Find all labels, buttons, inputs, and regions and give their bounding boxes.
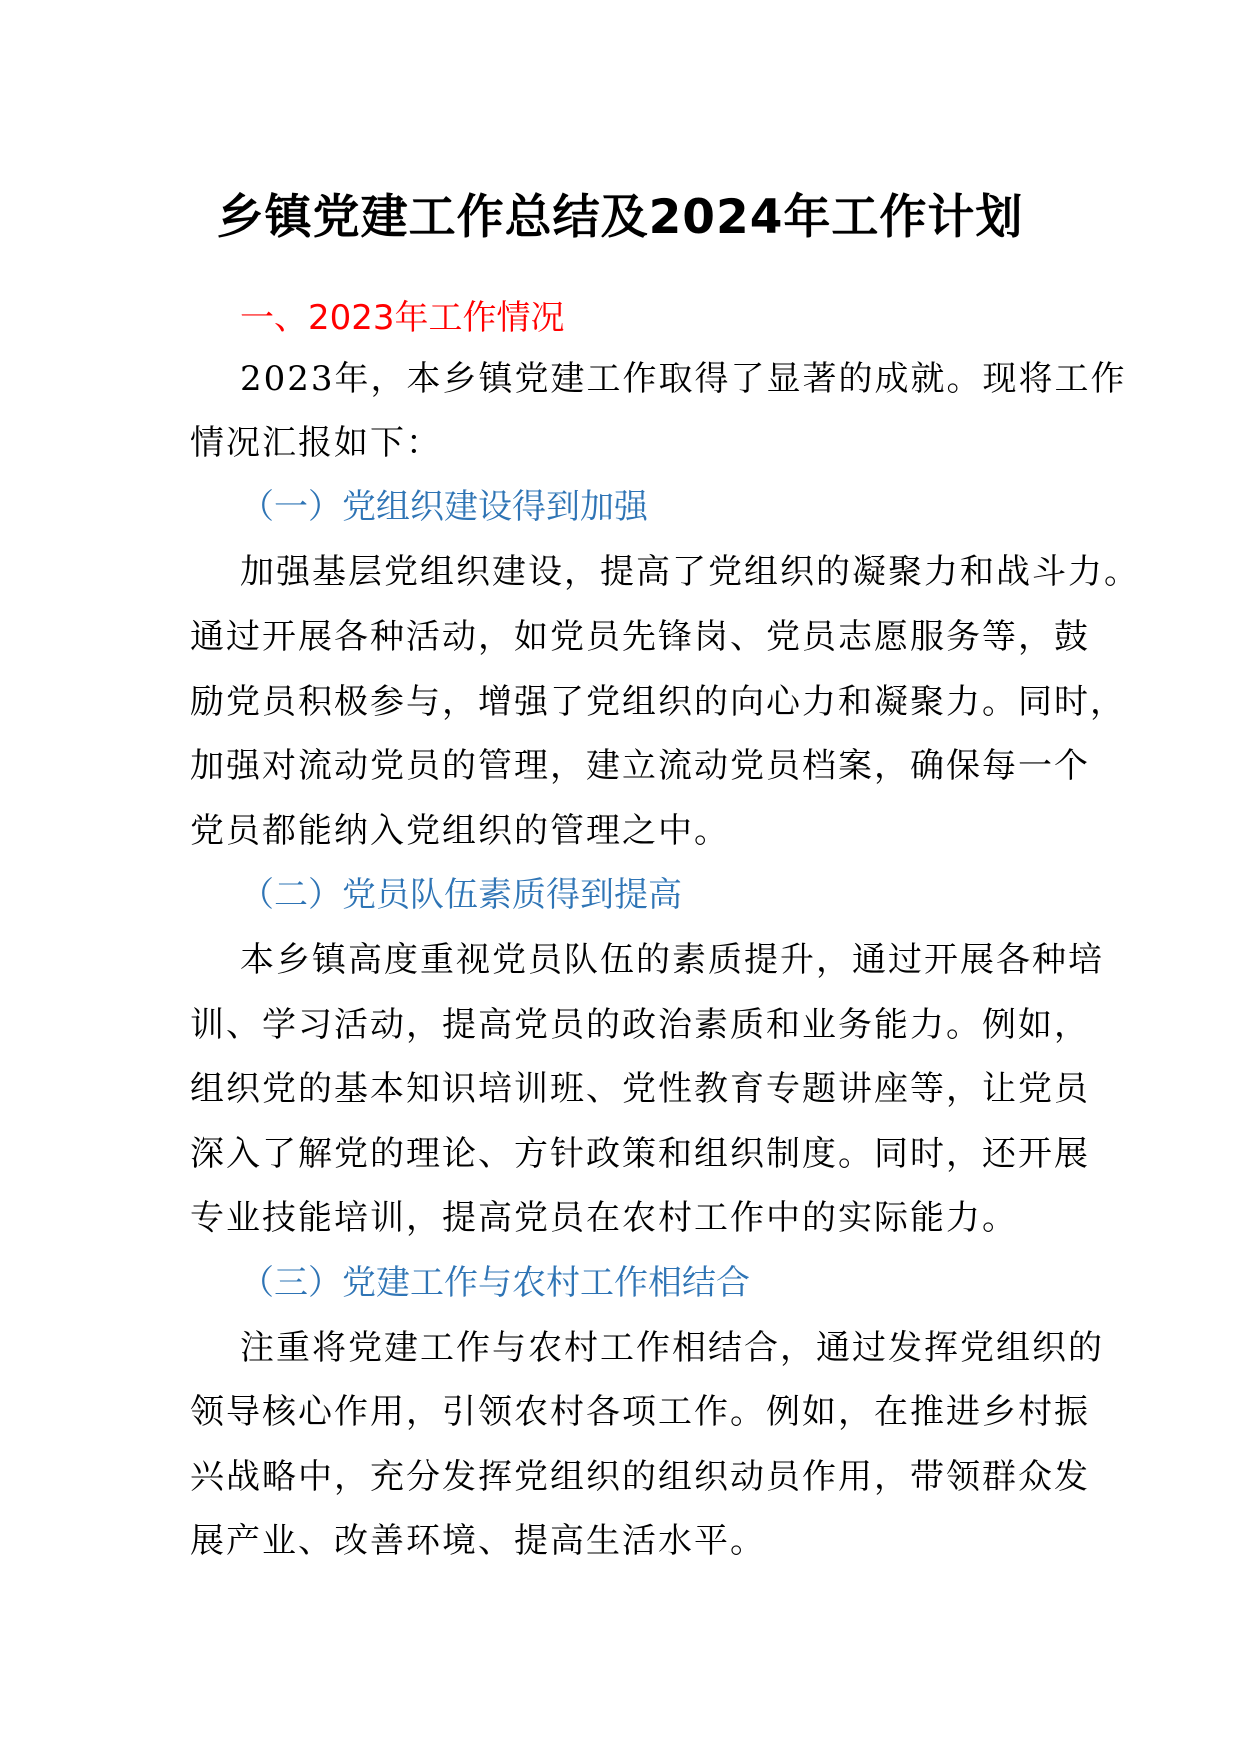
page-title: 乡镇党建工作总结及2024年工作计划 [216, 190, 1024, 245]
paragraph-line: 训、学习活动，提高党员的政治素质和业务能力。例如， [190, 1005, 1090, 1045]
paragraph-line: 专业技能培训，提高党员在农村工作中的实际能力。 [190, 1198, 1018, 1238]
paragraph-line: 注重将党建工作与农村工作相结合，通过发挥党组织的 [240, 1328, 1104, 1368]
subheading-party-organization: （一）党组织建设得到加强 [240, 487, 648, 527]
paragraph-line: 深入了解党的理论、方针政策和组织制度。同时，还开展 [190, 1134, 1090, 1174]
paragraph-line: 展产业、改善环境、提高生活水平。 [190, 1521, 766, 1561]
intro-line-1: 2023年，本乡镇党建工作取得了显著的成就。现将工作 [240, 359, 1127, 399]
paragraph-line: 励党员积极参与，增强了党组织的向心力和凝聚力。同时， [190, 682, 1126, 722]
paragraph-line: 通过开展各种活动，如党员先锋岗、党员志愿服务等，鼓 [190, 617, 1090, 657]
paragraph-line: 党员都能纳入党组织的管理之中。 [190, 811, 730, 851]
paragraph-line: 组织党的基本知识培训班、党性教育专题讲座等，让党员 [190, 1069, 1090, 1109]
paragraph-line: 加强基层党组织建设，提高了党组织的凝聚力和战斗力。 [240, 552, 1140, 592]
paragraph-line: 本乡镇高度重视党员队伍的素质提升，通过开展各种培 [240, 940, 1104, 980]
section-heading-2023: 一、2023年工作情况 [240, 298, 565, 338]
paragraph-line: 兴战略中，充分发挥党组织的组织动员作用，带领群众发 [190, 1457, 1090, 1497]
subheading-member-quality: （二）党员队伍素质得到提高 [240, 875, 682, 915]
intro-line-2: 情况汇报如下： [190, 423, 442, 463]
subheading-rural-integration: （三）党建工作与农村工作相结合 [240, 1263, 750, 1303]
paragraph-line: 加强对流动党员的管理，建立流动党员档案，确保每一个 [190, 746, 1090, 786]
paragraph-line: 领导核心作用，引领农村各项工作。例如，在推进乡村振 [190, 1392, 1090, 1432]
